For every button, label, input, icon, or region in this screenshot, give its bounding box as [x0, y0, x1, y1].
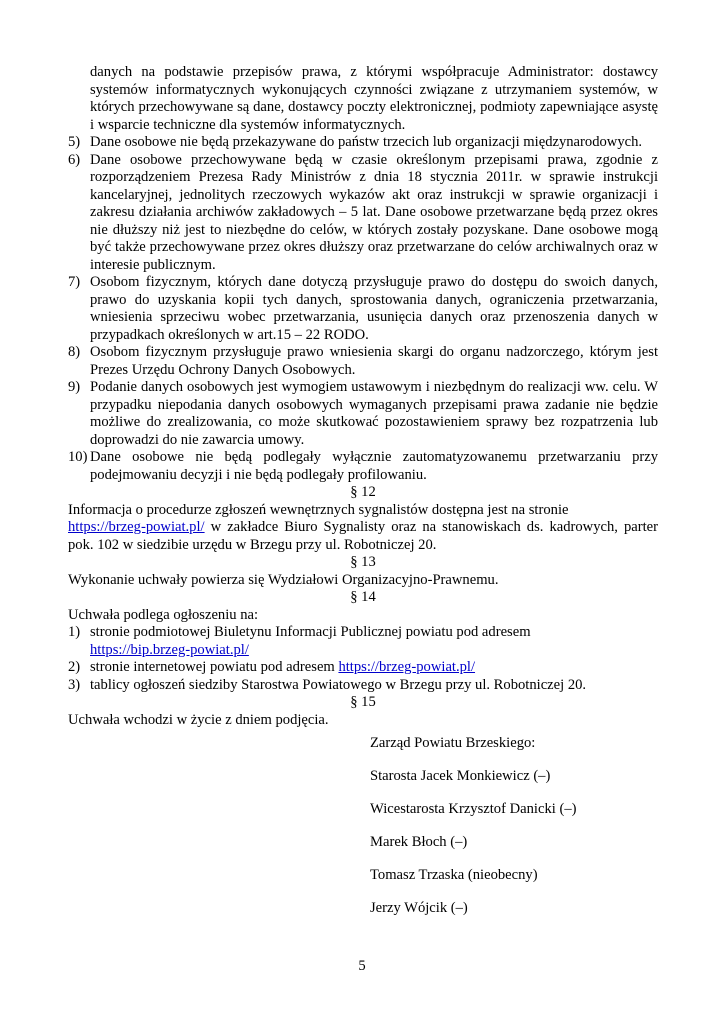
section-heading-14: § 14 [350, 589, 376, 605]
list-item-7-text: Osobom fizycznym, których dane dotyczą przysługuje prawo do dostępu do swoich danych, prawo do uzyskania kopii tych danych, sprostowania danych, ograniczenia przetwarzania, wniesienia sprzeciwu wobec przetwarzania, usunięcia danych oraz przenoszenia danych w przypadkach określonych w art.15 – 22 RODO. [90, 274, 658, 343]
s14-item-3 [68, 677, 658, 695]
list-item-5-text: Dane osobowe nie będą przekazywane do państw trzecich lub organizacji międzynarodowych. [90, 134, 643, 150]
signature-line-wicestarosta: Wicestarosta Krzysztof Danicki (–) [370, 801, 577, 817]
list-item-10 [68, 449, 658, 484]
signature-line-tomasz-trzaska: Tomasz Trzaska (nieobecny) [370, 867, 538, 883]
s13-text: Wykonanie uchwały powierza się Wydziałowi Organizacyjno-Prawnemu. [68, 571, 499, 588]
document-body [68, 64, 658, 933]
list-marker-6: 6) [68, 151, 81, 168]
list-item-9-text: Podanie danych osobowych jest wymogiem ustawowym i niezbędnym do realizacji ww. celu. W przypadku niepodania danych osobowych wymaganych przepisami prawa zadanie nie będzie możliwe do zrealizowania, co może skutkować pozostawieniem sprawy bez rozpatrzenia lub doprowadzi do nie zawarcia umowy. [90, 379, 658, 448]
signature-line-starosta: Starosta Jacek Monkiewicz (–) [370, 768, 551, 784]
list-item-8-text: Osobom fizycznym przysługuje prawo wniesienia skargi do organu nadzorczego, którym jest Prezes Urzędu Ochrony Danych Osobowych. [90, 344, 658, 378]
link-bip-brzeg-powiat[interactable]: https://bip.brzeg-powiat.pl/ [90, 641, 249, 658]
list-marker-7: 7) [68, 274, 81, 290]
link-brzeg-powiat-2[interactable]: https://brzeg-powiat.pl/ [338, 659, 476, 675]
link-brzeg-powiat[interactable]: https://brzeg-powiat.pl/ [68, 519, 205, 535]
s14-intro: Uchwała podlega ogłoszeniu na: [68, 606, 259, 623]
s14-marker-3: 3) [68, 676, 81, 693]
page-number: 5 [358, 958, 366, 974]
list-item-8 [68, 344, 658, 379]
s14-item-1-label: stronie podmiotowej Biuletynu Informacji Publicznej powiatu pod adresem [90, 624, 531, 640]
list-item-10-text: Dane osobowe nie będą podlegały wyłącznie zautomatyzowanemu przetwarzaniu przy podejmowaniu decyzji i nie będą podlegały profilowaniu. [90, 449, 658, 483]
list-marker-10: 10) [68, 449, 88, 465]
signature-line-jerzy-wojcik: Jerzy Wójcik (–) [370, 900, 468, 916]
list-item-6 [68, 152, 658, 275]
s12-intro: Informacja o procedurze zgłoszeń wewnętrznych sygnalistów dostępna jest na stronie [68, 501, 569, 518]
list-item-6-text: Dane osobowe przechowywane będą w czasie określonym przepisami prawa, zgodnie z rozporządzeniem Prezesa Rady Ministrów z dnia 18 stycznia 2011r. w sprawie instrukcji kancelaryjnej, jednolitych rzeczowych wykazów akt oraz instrukcji w sprawie organizacji i zakresu działania archiwów zakładowych – 5 lat. Dane osobowe przetwarzane będą przez okres nie dłuższy niż jest to niezbędne do celów, w których zostały pozyskane. Dane osobowe mogą być także przechowywane przez okres dłuższy oraz przetwarzane do celów archiwalnych oraz w interesie publicznym. [90, 151, 658, 273]
s12-body [68, 519, 658, 554]
s14-marker-1: 1) [68, 624, 81, 640]
section-heading-15: § 15 [350, 694, 376, 710]
signature-block [370, 735, 658, 918]
s14-marker-2: 2) [68, 659, 81, 675]
s12-rest: w zakładce Biuro Sygnalisty oraz na stanowiskach ds. kadrowych, parter pok. 102 w siedzibie urzędu w Brzegu przy ul. Robotniczej 20. [68, 519, 658, 553]
list-item-5 [68, 134, 658, 152]
section-heading-12: § 12 [350, 484, 376, 500]
paragraph-continuation: danych na podstawie przepisów prawa, z którymi współpracuje Administrator: dostawcy systemów informatycznych wykonujących czynności związane z utrzymaniem systemów, w których przechowywane są dane, dostawcy poczty elektronicznej, podmioty zapewniające asystę i wsparcie techniczne dla systemów informatycznych. [90, 64, 658, 133]
signature-title: Zarząd Powiatu Brzeskiego: [370, 735, 536, 751]
list-marker-8: 8) [68, 344, 81, 360]
list-item-9 [68, 379, 658, 449]
list-marker-9: 9) [68, 379, 81, 395]
s14-item-2-label: stronie internetowej powiatu pod adresem [90, 659, 339, 675]
s14-item-1 [68, 624, 658, 659]
s14-item-3-text: tablicy ogłoszeń siedziby Starostwa Powiatowego w Brzegu przy ul. Robotniczej 20. [90, 676, 587, 693]
s15-text: Uchwała wchodzi w życie z dniem podjęcia. [68, 711, 329, 728]
s14-item-2-text [90, 659, 658, 677]
list-marker-5: 5) [68, 134, 81, 150]
s14-item-2 [68, 659, 658, 677]
list-item-7 [68, 274, 658, 344]
signature-line-marek-bloch: Marek Błoch (–) [370, 834, 468, 850]
section-heading-13: § 13 [350, 554, 376, 570]
s14-item-1-text [90, 624, 658, 659]
